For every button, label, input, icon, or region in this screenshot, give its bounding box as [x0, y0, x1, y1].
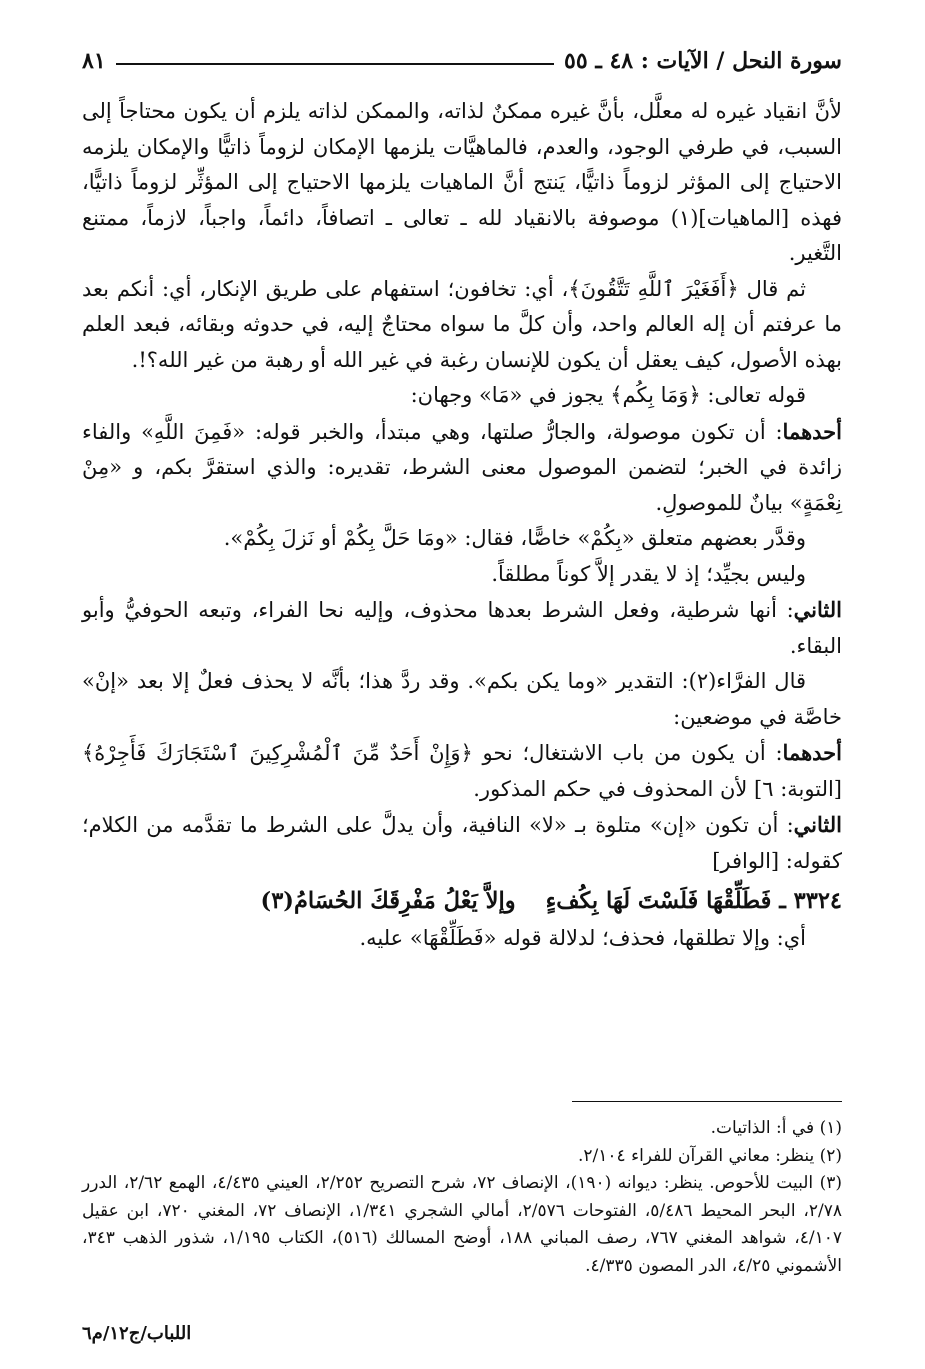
page-number: ٨١ — [82, 48, 106, 74]
paragraph-4-lead: أحدهما — [782, 418, 842, 444]
paragraph-7-text: : أنها شرطية، وفعل الشرط بعدها محذوف، وإليه نحا الفراء، وتبعه الحوفيُّ وأبو البقاء. — [82, 598, 842, 658]
verse-second-hemistich: وإلاَّ يَعْلُ مَفْرِقَكَ الحُسَامُ(٣) — [260, 888, 516, 914]
page-header — [82, 28, 842, 74]
verse-first-hemistich: ٣٣٢٤ ـ فَطَلِّقْهَا فَلَسْتَ لَهَا بِكُفءٍ — [545, 888, 842, 914]
paragraph-8: قال الفرَّاء(٢): التقدير «وما يكن بكم». وقد ردَّ هذا؛ بأنَّه لا يحذف فعلٌ إلا بعد «إنْ» خاصَّة في موضعين: — [82, 669, 842, 729]
paragraph-4 — [82, 414, 842, 522]
footnote-1: (١) في أ: الذاتيات. — [710, 1118, 842, 1138]
footnote-separator — [572, 1101, 842, 1102]
paragraph-1: لأنَّ انقياد غيره له معلَّل، بأنَّ غيره ممكنٌ لذاته، والممكن لذاته يلزم أن يكون محتاجاً إلى السبب، في طرفي الوجود، والعدم، فالماهيَّات يلزمها الإمكان لزوماً ذاتيًّا والإمكان يلزمه الاحتياج إلى المؤثر لزوماً ذاتيًّا، يَنتج أنَّ الماهيات يلزمها الاحتياج إلى المؤثِّر لزوماً ذاتيًّا، فهذه [الماهيات](١) موصوفة بالانقياد لله ـ تعالى ـ اتصافاً، دائماً، واجباً، لازماً، ممتنع التَّغير. — [82, 99, 843, 265]
paragraph-9-lead: أحدهما — [782, 740, 842, 765]
paragraph-4-text: : أن تكون موصولة، والجارُّ صلتها، وهي مبتدأ، والخبر قوله: «فَمِنَ اللَّهِ» والفاء زائدة في الخبر؛ لتضمن الموصول معنى الشرط، تقديره: والذي استقرَّ بكم، و «مِنْ نِعْمَةٍ» بيانٌ للموصولِ. — [82, 419, 842, 515]
footnotes — [82, 1115, 842, 1280]
paragraph-5: وقدَّر بعضهم متعلق «بِكُمْ» خاصًّا، فقال: «ومَا حَلَّ بِكُمْ أو نَزلَ بِكُمْ». — [223, 526, 806, 550]
paragraph-11: أي: وإلا تطلقها، فحذف؛ لدلالة قوله «فَطَلِّقْهَا» عليه. — [359, 926, 806, 950]
paragraph-2: ثم قال ﴿أَفَغَيْرَ ٱللَّهِ تَتَّقُونَ﴾، أي: تخافون؛ استفهام على طريق الإنكار، أي: أنكم بعد ما عرفتم أن إله العالم واحد، وأن كلَّ ما سواه محتاجٌ إليه، في حدوثه وبقائه، فبعد العلم بهذه الأصول، كيف يعقل أن يكون للإنسان رغبة في غير الله أو رهبة من غير الله؟!. — [82, 276, 842, 372]
paragraph-10-lead: الثاني — [793, 812, 842, 837]
footnote-2: (٢) ينظر: معاني القرآن للفراء ٢/١٠٤. — [578, 1145, 842, 1166]
paragraph-3: قوله تعالى: ﴿وَمَا بِكُم﴾ يجوز في «مَا» وجهان: — [410, 383, 806, 407]
paragraph-7 — [82, 592, 842, 664]
paragraph-9-text: : أن يكون من باب الاشتغال؛ نحو ﴿وَإِنْ أَحَدٌ مِّنَ ٱلْمُشْرِكِينَ ٱسْتَجَارَكَ فَأَجِرْهُ﴾ [التوبة: ٦] لأن المحذوف في حكم المذكور. — [82, 741, 842, 801]
poetry-verse — [82, 883, 842, 919]
paragraph-9 — [82, 735, 842, 807]
footnote-3: (٣) البيت للأحوص. ينظر: ديوانه (١٩٠)، الإنصاف ٧٢، شرح التصريح ٢/٢٥٢، العيني ٤/٤٣٥، الهمع ٢/٦٢، الدرر ٢/٧٨، البحر المحيط ٥/٤٨٦، الفتوحات ٢/٥٧٦، أمالي الشجري ١/٣٤١، الإنصاف ٧٢، المغني ٧٢٠، ابن عقيل ٤/١٠٧، شواهد المغني ٧٦٧، رصف المباني ١٨٨، أوضح المسالك (٥١٦)، الكتاب ١/١٩٥، شذور الذهب ٣٤٣، الأشموني ٤/٢٥، الدر المصون ٤/٣٣٥. — [82, 1173, 843, 1276]
running-title: سورة النحل / الآيات : ٤٨ ـ ٥٥ — [564, 48, 842, 74]
main-text — [82, 94, 842, 957]
paragraph-7-lead: الثاني — [793, 597, 842, 622]
paragraph-6: وليس بجيِّد؛ إذ لا يقدر إلاَّ كوناً مطلقاً. — [491, 561, 806, 586]
header-rule — [116, 63, 554, 65]
paragraph-10 — [82, 807, 842, 879]
volume-signature: اللباب/ج١٢/م٦ — [82, 1323, 192, 1344]
paragraph-10-text: : أن تكون «إن» متلوة بـ «لا» النافية، وأن يدلَّ على الشرط ما تقدَّمه من الكلام؛ كقوله: [الوافر] — [82, 813, 842, 873]
